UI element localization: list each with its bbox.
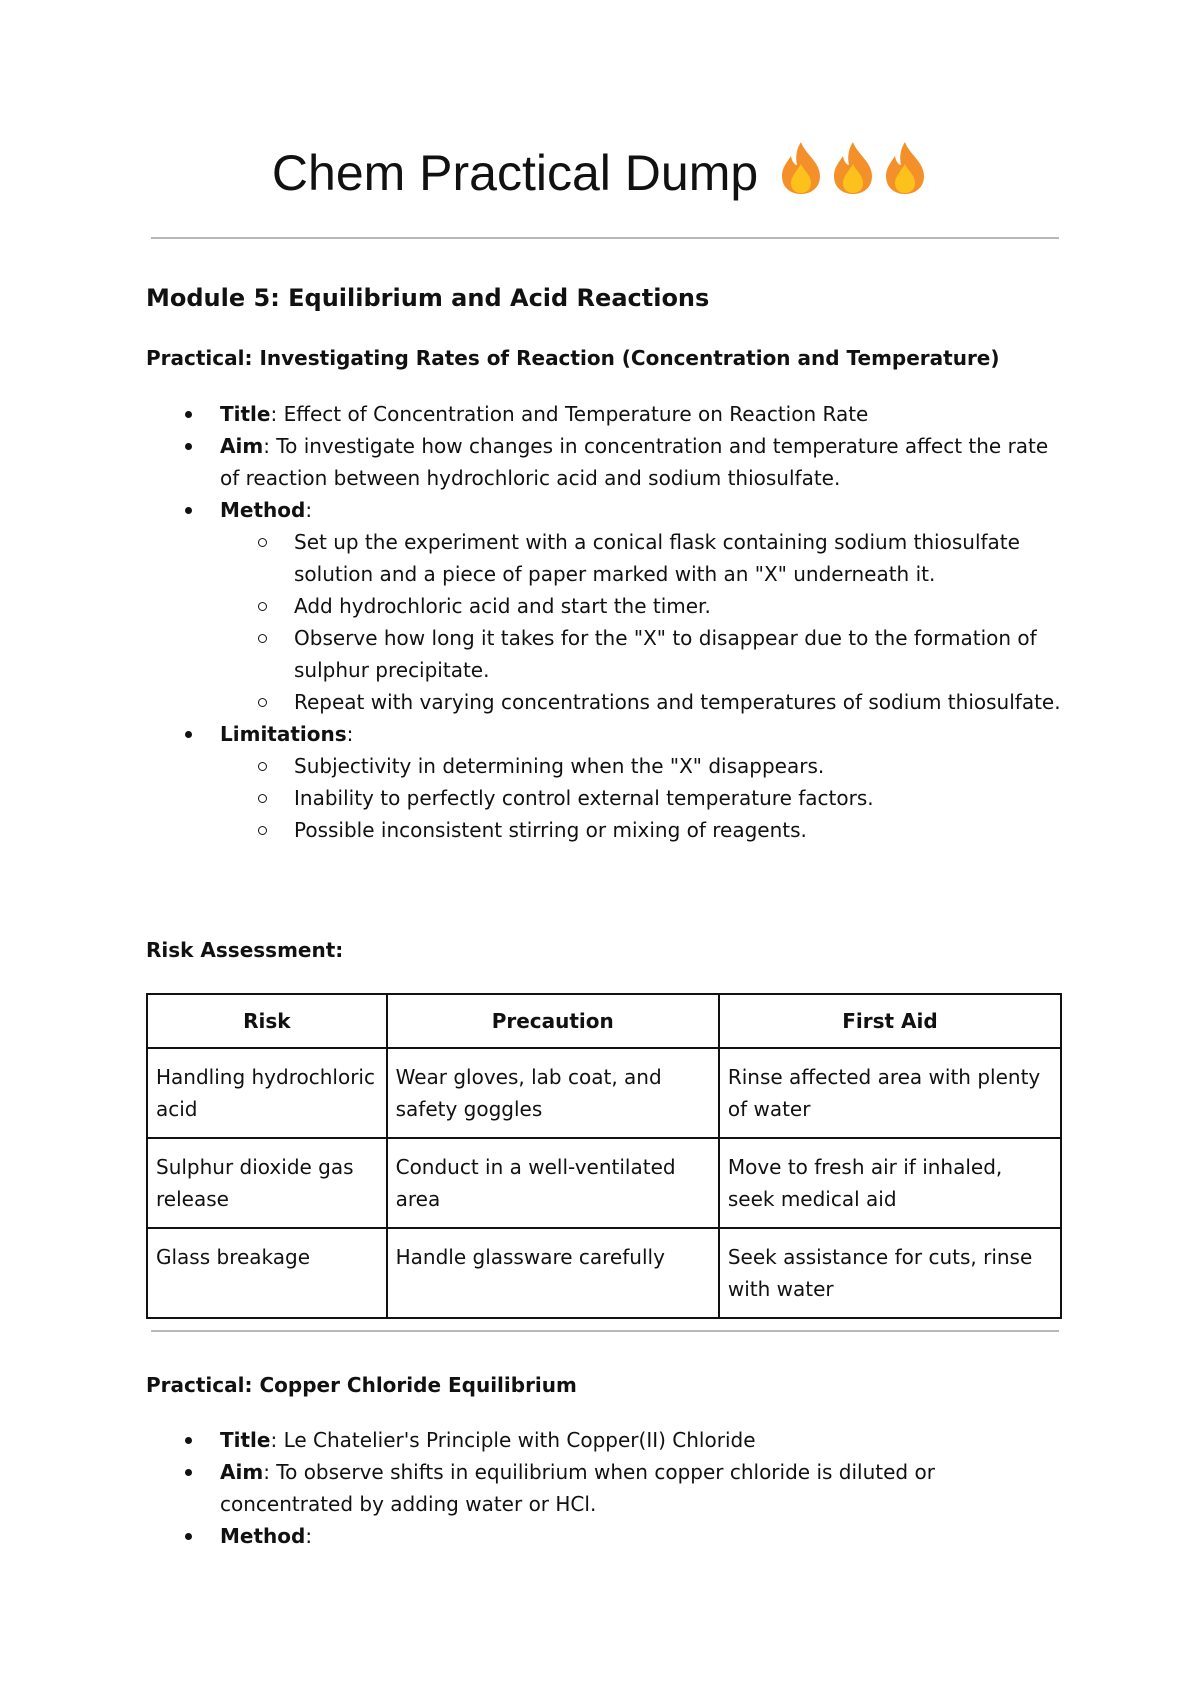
list-item-label: Method: [220, 498, 306, 522]
list-item-text: : To investigate how changes in concentration and temperature affect the rate of reaction between hydrochloric acid and sodium thiosulfate.: [220, 434, 1049, 490]
practical2-heading: Practical: Copper Chloride Equilibrium: [146, 1373, 577, 1397]
list-item-label: Title: [220, 402, 271, 426]
risk-assessment-heading: Risk Assessment:: [146, 938, 344, 962]
table-row: [147, 1138, 1061, 1228]
list-item-label: Title: [220, 1428, 271, 1452]
list-item: [146, 1424, 1066, 1456]
table-header-cell: Precaution: [387, 994, 719, 1048]
divider: [151, 237, 1059, 239]
table-cell: Conduct in a well-ventilated area: [387, 1138, 719, 1228]
list-item: Add hydrochloric acid and start the timer.: [220, 590, 1066, 622]
table-cell: Seek assistance for cuts, rinse with water: [719, 1228, 1061, 1318]
fire-icon: [882, 140, 928, 209]
table-cell: Move to fresh air if inhaled, seek medical aid: [719, 1138, 1061, 1228]
fire-icon: [830, 140, 876, 209]
list-item-label: Method: [220, 1524, 306, 1548]
table-row: [147, 1048, 1061, 1138]
practical1-list: [146, 398, 1066, 846]
table-cell: Handle glassware carefully: [387, 1228, 719, 1318]
table-cell: Handling hydrochloric acid: [147, 1048, 387, 1138]
list-item: Observe how long it takes for the "X" to disappear due to the formation of sulphur precipitate.: [220, 622, 1066, 686]
list-item-text: : To observe shifts in equilibrium when copper chloride is diluted or concentrated by adding water or HCl.: [220, 1460, 935, 1516]
list-item: [146, 398, 1066, 430]
list-item-label: Limitations: [220, 722, 347, 746]
list-item-text: :: [305, 498, 313, 522]
list-item: Subjectivity in determining when the "X" disappears.: [220, 750, 1066, 782]
list-item: [146, 718, 1066, 846]
list-item: [146, 1520, 1066, 1552]
table-header-cell: Risk: [147, 994, 387, 1048]
list-item: Repeat with varying concentrations and temperatures of sodium thiosulfate.: [220, 686, 1066, 718]
document-title-text: Chem Practical Dump: [271, 145, 759, 201]
table-header-row: [147, 994, 1061, 1048]
table-cell: Glass breakage: [147, 1228, 387, 1318]
list-item: [146, 1456, 1066, 1520]
table-cell: Rinse affected area with plenty of water: [719, 1048, 1061, 1138]
table-cell: Sulphur dioxide gas release: [147, 1138, 387, 1228]
list-item: [146, 494, 1066, 718]
list-item-text: :: [305, 1524, 313, 1548]
module-heading: Module 5: Equilibrium and Acid Reactions: [146, 284, 710, 312]
table-cell: Wear gloves, lab coat, and safety goggles: [387, 1048, 719, 1138]
list-item: Possible inconsistent stirring or mixing of reagents.: [220, 814, 1066, 846]
divider: [151, 1330, 1059, 1332]
list-item-label: Aim: [220, 434, 264, 458]
method-steps: [220, 526, 1066, 718]
list-item-label: Aim: [220, 1460, 264, 1484]
list-item: [146, 430, 1066, 494]
list-item-text: :: [346, 722, 354, 746]
risk-table: [146, 993, 1062, 1319]
document-title: [0, 140, 1200, 209]
practical1-heading: Practical: Investigating Rates of Reaction (Concentration and Temperature): [146, 346, 1000, 370]
list-item-text: : Le Chatelier's Principle with Copper(II) Chloride: [270, 1428, 756, 1452]
table-row: [147, 1228, 1061, 1318]
limitations-list: [220, 750, 1066, 846]
practical2-list: [146, 1424, 1066, 1552]
list-item: Set up the experiment with a conical flask containing sodium thiosulfate solution and a piece of paper marked with an "X" underneath it.: [220, 526, 1066, 590]
list-item-text: : Effect of Concentration and Temperature on Reaction Rate: [270, 402, 869, 426]
list-item: Inability to perfectly control external temperature factors.: [220, 782, 1066, 814]
table-header-cell: First Aid: [719, 994, 1061, 1048]
fire-icon: [778, 140, 824, 209]
